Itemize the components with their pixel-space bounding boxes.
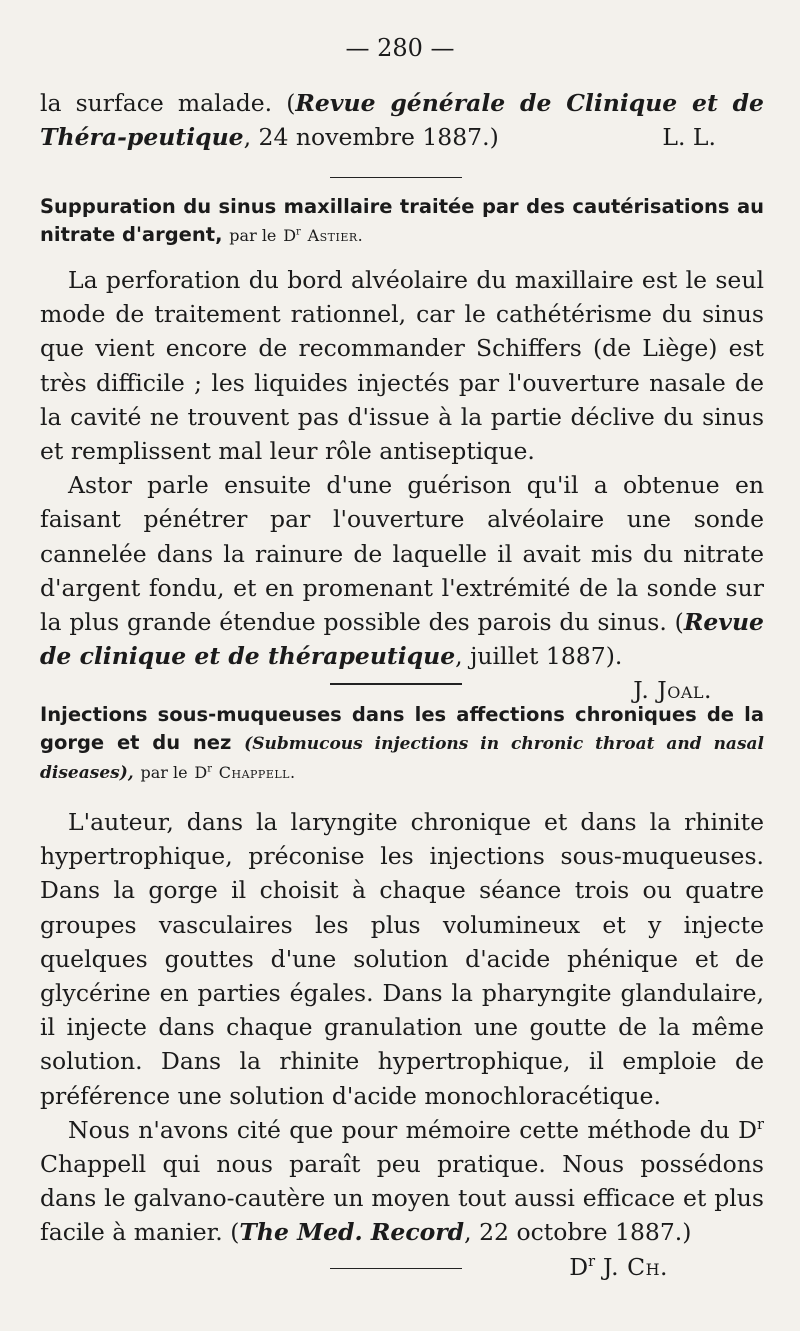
separator-rule-1 [330,177,462,178]
carryover-signature: L. L. [662,123,716,152]
article-1-paragraph-2: Astor parle ensuite d'une guérison qu'il a obtenue en faisant pénétrer par l'ouverture alvéolaire une sonde cannelée dans la rainure de laquelle il avait mis du nitrate d'argent fondu, et en promenant l'extrémité de la sonde sur la plus grande étendue possible des parois du sinus. (Revue de clinique et de thérapeutique, juillet 1887). J. Joal. [40,468,764,673]
article-2-signature: $D^r$ J. Ch. [569,1252,668,1281]
article-2-paragraph-2: Nous n'avons cité que pour mémoire cette méthode du $D^r$ Chappell qui nous paraît peu pratique. Nous possédons dans le galvano-cautère un moyen tout aussi efficace et plus facile à manier. (The Med. Record, 22 octobre 1887.) [40,1115,764,1247]
article-1 [40,193,764,708]
article-2-paragraph-1: L'auteur, dans la laryngite chronique et dans la rhinite hypertrophique, préconise les injections sous-muqueuses. Dans la gorge il choisit à chaque séance trois ou quatre groupes vasculaires les plus volumineux et y injecte quelques gouttes d'une solution d'acide phénique et de glycérine en parties égales. Dans la pharyngite glandulaire, il injecte dans chaque granulation une goutte de la même solution. Dans la rhinite hypertrophique, il emploie de préférence une solution d'acide monochloracétique. [40,808,764,1110]
article-1-journal: Revue de clinique et de thérapeutique [40,608,764,671]
article-1-signature: J. Joal. [633,676,712,705]
article-1-paragraph-1: La perforation du bord alvéolaire du maxillaire est le seul mode de traitement rationnel, car le cathétérisme du sinus que vient encore de recommander Schiffers (de Liège) est très difficile ; les liquides injectés par l'ouverture nasale de la cavité ne trouvent pas d'issue à la partie déclive du sinus et remplissent mal leur rôle antiseptique. [40,266,764,466]
carryover-text: la surface malade. ( [40,89,296,117]
carryover-paragraph [40,86,764,154]
article-2-title: Injections sous-muqueuses dans les affections chroniques de la gorge et du nez (Submucous injections in chronic throat and nasal diseases), par le $D^r$ Chappell. [40,703,764,783]
carryover-date: , 24 novembre 1887.) [243,123,499,152]
article-1-title: Suppuration du sinus maxillaire traitée par des cautérisations au nitrate d'argent, par le $D^r$ Astier. [40,195,764,246]
article-2 [40,701,764,1284]
article-2-author: Chappell. [218,763,296,782]
carryover-journal: Revue générale de Clinique et de Théra-peutique [40,89,764,152]
article-2-english-title: (Submucous injections in chronic throat and nasal diseases), [40,734,764,783]
article-2-journal: The Med. Record [239,1218,465,1247]
separator-rule-3 [330,1268,462,1269]
article-1-author: Astier. [307,226,364,245]
separator-rule-2 [330,683,462,685]
page-number: — 280 — [345,34,455,62]
